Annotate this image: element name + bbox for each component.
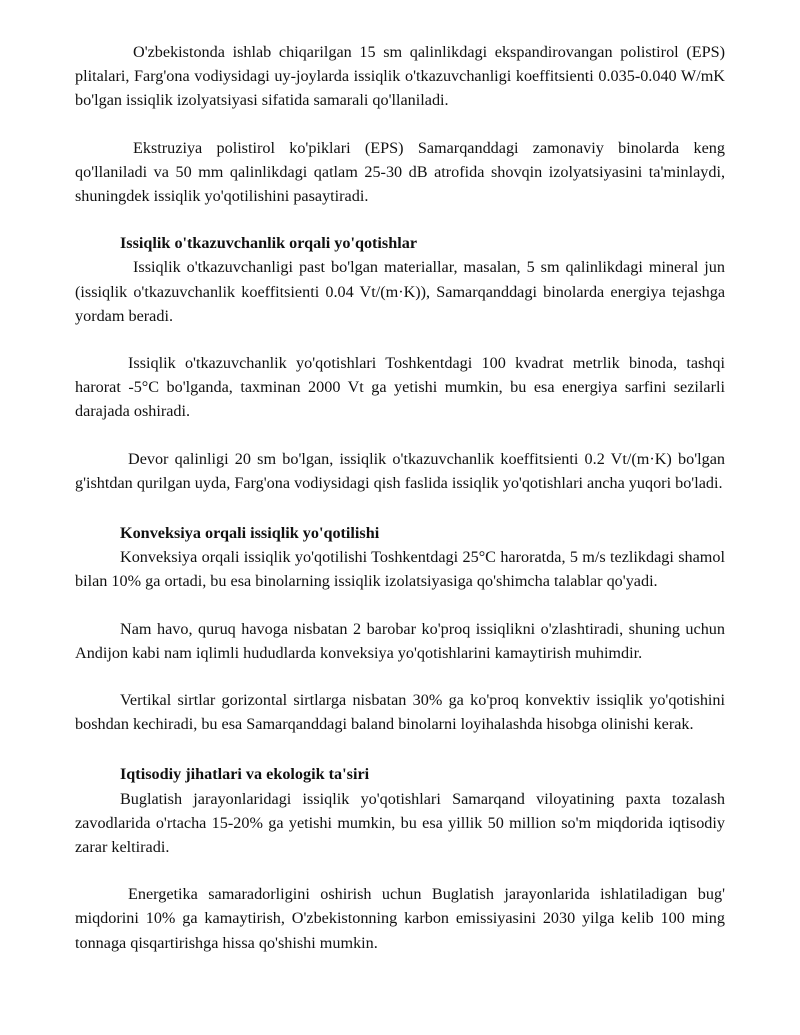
section-heading-conduction: Issiqlik o'tkazuvchanlik orqali yo'qotishlar <box>120 234 418 253</box>
paragraph-mineral-wool: Issiqlik o'tkazuvchanligi past bo'lgan materiallar, masalan, 5 sm qalinlikdagi mineral jun (issiqlik o'tkazuvchanlik koeffitsienti 0.04 Vt/(m·K)), Samarqanddagi binolarda energiya tejashga yordam beradi. <box>75 258 725 325</box>
paragraph-humid-air: Nam havo, quruq havoga nisbatan 2 barobar ko'proq issiqlikni o'zlashtiradi, shuning uchun Andijon kabi nam iqlimli hududlarda konveksiya yo'qotishlarini kamaytirish muhimdir. <box>75 619 725 662</box>
paragraph-conduction-losses: Issiqlik o'tkazuvchanlik yo'qotishlari Toshkentdagi 100 kvadrat metrlik binoda, tashqi harorat -5°C bo'lganda, taxminan 2000 Vt ga yetishi mumkin, bu esa energiya sarfini sezilarli darajada oshiradi. <box>75 354 725 421</box>
paragraph-evaporation-losses: Buglatish jarayonlaridagi issiqlik yo'qotishlari Samarqand viloyatining paxta tozalash zavodlarida o'rtacha 15-20% ga yetishi mumkin, bu esa yillik 50 million so'm miqdorida iqtisodiy zarar keltiradi. <box>75 789 725 857</box>
section-heading-economics: Iqtisodiy jihatlari va ekologik ta'siri <box>120 765 370 784</box>
paragraph-brick-wall: Devor qalinligi 20 sm bo'lgan, issiqlik o'tkazuvchanlik koeffitsienti 0.2 Vt/(m·K) bo'lgan g'ishtdan qurilgan uyda, Farg'ona vodiysidagi qish faslida issiqlik yo'qotishlari ancha yuqori bo'ladi. <box>75 449 725 492</box>
paragraph-vertical-surfaces: Vertikal sirtlar gorizontal sirtlarga nisbatan 30% ga ko'proq konvektiv issiqlik yo'qotishini boshdan kechiradi, bu esa Samarqanddagi baland binolarni loyihalashda hisobga olinishi kerak. <box>75 691 725 734</box>
paragraph-convection-wind: Konveksiya orqali issiqlik yo'qotilishi Toshkentdagi 25°C haroratda, 5 m/s tezlikdagi shamol bilan 10% ga ortadi, bu esa binolarning issiqlik izolatsiyasiga qo'shimcha talablar qo'yadi. <box>75 548 725 591</box>
section-heading-convection: Konveksiya orqali issiqlik yo'qotilishi <box>120 524 380 543</box>
paragraph-steam-reduction: Energetika samaradorligini oshirish uchun Buglatish jarayonlarida ishlatiladigan bug' miqdorini 10% ga kamaytirish, O'zbekistonning karbon emissiyasini 2030 yilga kelib 100 ming tonnaga qisqartirishga hissa qo'shishi mumkin. <box>75 885 725 952</box>
paragraph-eps-plates: O'zbekistonda ishlab chiqarilgan 15 sm qalinlikdagi ekspandirovangan polistirol (EPS) plitalari, Farg'ona vodiysidagi uy-joylarda issiqlik o'tkazuvchanligi koeffitsienti 0.035-0.040 W/mK bo'lgan issiqlik izolyatsiyasi sifatida samarali qo'llaniladi. <box>75 43 725 110</box>
paragraph-extruded-foam: Ekstruziya polistirol ko'piklari (EPS) Samarqanddagi zamonaviy binolarda keng qo'llaniladi va 50 mm qalinlikdagi qatlam 25-30 dB atrofida shovqin izolyatsiyasini ta'minlaydi, shuningdek issiqlik yo'qotilishini pasaytiradi. <box>75 138 725 206</box>
